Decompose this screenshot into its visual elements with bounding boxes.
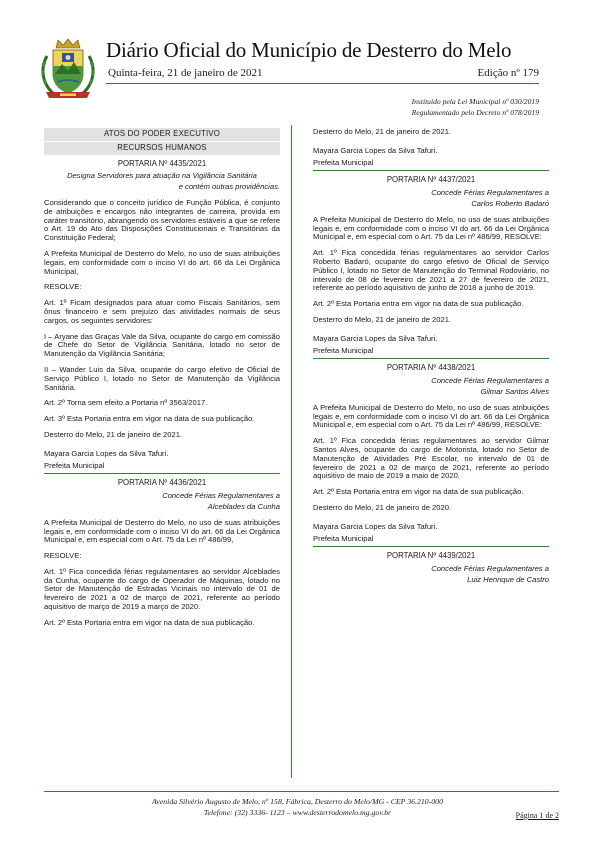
portaria-4438 [313,364,549,547]
portaria-title: PORTARIA Nº 4437/2021 [386,175,476,185]
footer-contact: Telefone: (32) 3336- 1123 – www.desterrodomelo.mg.gov.br [203,808,392,817]
footer-divider [44,791,559,792]
portaria-article: Art. 2º Esta Portaria entra em vigor na data de sua publicação. [313,487,524,497]
portaria-title: PORTARIA Nº 4438/2021 [386,363,476,373]
portaria-place-date: Desterro do Melo, 21 de janeiro de 2021. [44,429,183,439]
section-title-executive: ATOS DO PODER EXECUTIVO [44,128,280,141]
portaria-subtitle-cont: e contém outras providências. [178,182,280,192]
signer-role: Prefeita Municipal [313,533,374,543]
page-number: Página 1 de 2 [515,811,559,820]
portaria-article: Art. 1º Fica concedida férias regulamentares ao servidor Carlos Roberto Badaró, ocupante do cargo efetivo de Oficial de Serviço Público I, lotado no Setor de Manutenção do Terminal Rodoviário, no intervalo de 08 de fevereiro de 2021 a 27 de fevereiro de 2021, referente ao período aquisitivo de junho de 2018 a junho de 2019. [313,248,549,293]
portaria-divider [313,546,549,547]
signer-role: Prefeita Municipal [313,157,374,167]
right-column [313,128,549,592]
portaria-subtitle-name: Gilmar Santos Alves [480,386,549,396]
portaria-paragraph: A Prefeita Municipal de Desterro do Melo, no uso de suas atribuições legais e, em conformidade com o inciso VI do art. 66 da Lei Orgânica Municipal e, em especial com o Art. 75 da Lei nº 486/99, RESOLVE: [313,214,549,242]
signer-role: Prefeita Municipal [44,460,105,470]
section-header [44,128,280,155]
signer-name: Mayara Garcia Lopes da Silva Tafuri. [313,145,438,155]
municipal-coat-of-arms-icon [38,38,98,100]
legal-basis-law: Instituído pela Lei Municipal nº 030/2019 [411,97,539,106]
portaria-divider [313,358,549,359]
portaria-article: Art. 1º Ficam designados para atuar como Fiscais Sanitários, sem ônus financeiro e sem prejuízo das atividades normais de seus cargos, os seguintes servidores: [44,298,280,325]
portaria-subtitle: Concede Férias Regulamentares a [431,564,549,574]
portaria-subtitle: Designa Servidores para atuação na Vigilância Sanitária [67,171,257,181]
signer-name: Mayara Garcia Lopes da Silva Tafuri. [313,521,438,531]
issue-date: Quinta-feira, 21 de janeiro de 2021 [108,67,263,79]
portaria-title: PORTARIA Nº 4439/2021 [386,551,476,561]
portaria-item: I – Aryane das Graças Vale da Silva, ocupante do cargo em comissão de Chefe do Setor de Vigilância Sanitária, lotado no setor de Manutenção da Vigilância Sanitária; [44,331,280,359]
portaria-title: PORTARIA Nº 4435/2021 [117,158,207,168]
portaria-article: Art. 2º Esta Portaria entra em vigor na data de sua publicação. [313,299,524,309]
header-divider [106,83,539,84]
portaria-subtitle: Concede Férias Regulamentares a [162,491,280,501]
signer-name: Mayara Garcia Lopes da Silva Tafuri. [44,448,169,458]
portaria-item: II – Wander Luis da Silva, ocupante do cargo efetivo de Oficial de Serviço Público I, lotado no Setor de Manutenção da Vigilância Sanitária. [44,364,280,392]
portaria-place-date: Desterro do Melo, 21 de janeiro de 2021. [313,127,452,136]
portaria-place-date: Desterro do Melo, 21 de janeiro de 2020. [313,502,452,512]
portaria-article: Art. 1º Fica concedida férias regulamentares ao servidor Gilmar Santos Alves, ocupante do cargo de Motorista, lotado no Setor de Manutenção de Atividades Pré Escolar, no intervalo de 01 de fevereiro de 2021 a 02 de março de 2021, referente ao período aquisitivo de maio de 2019 a maio de 2020. [313,436,549,481]
portaria-paragraph: A Prefeita Municipal de Desterro do Melo, no uso de suas atribuições legais e, em conformidade com o inciso VI do art. 66 da Lei Orgânica Municipal e, em especial com o Art. 75 da Lei nº 486/99, [44,517,280,545]
portaria-4437 [313,176,549,359]
signer-role: Prefeita Municipal [313,345,374,355]
left-column [44,128,280,635]
portaria-title: PORTARIA Nº 4436/2021 [117,478,207,488]
portaria-4436 [44,479,280,627]
portaria-4435 [44,160,280,475]
portaria-paragraph: A Prefeita Municipal de Desterro do Melo, no uso de suas atribuições legais e, em conformidade com o inciso VI do art. 66 da Lei Orgânica Municipal e, em especial com o Art. 75 da Lei nº 486/99, RESOLVE: [313,402,549,430]
edition-number: Edição nº 179 [477,67,539,79]
portaria-subtitle: Concede Férias Regulamentares a [431,376,549,386]
legal-basis-decree: Regulamentado pelo Decreto nº 078/2019 [411,108,539,117]
portaria-subtitle-name: Alceblades da Cunha [207,501,280,511]
portaria-subtitle-name: Luiz Henrique de Castro [467,574,549,584]
portaria-subtitle-name: Carlos Roberto Badaró [471,198,549,208]
footer-address: Avenida Silvério Augusto de Melo, nº 158, Fábrica, Desterro do Melo/MG - CEP 36.210-000 [152,797,443,806]
portaria-article: Art. 2º Torna sem efeito a Portaria nº 3563/2017. [44,398,208,408]
portaria-4439 [313,552,549,584]
page-title: Diário Oficial do Município de Desterro do Melo [106,38,512,62]
signer-name: Mayara Garcia Lopes da Silva Tafuri. [313,333,438,343]
portaria-article: Art. 2º Esta Portaria entra em vigor na data de sua publicação. [44,617,255,627]
section-title-hr: RECURSOS HUMANOS [44,142,280,155]
portaria-place-date: Desterro do Melo, 21 de janeiro de 2021. [313,314,452,324]
portaria-resolve: RESOLVE: [44,551,82,561]
portaria-article: Art. 3º Esta Portaria entra em vigor na data de sua publicação. [44,414,255,424]
column-divider [291,125,292,778]
portaria-paragraph: A Prefeita Municipal de Desterro do Melo, no uso de suas atribuições legais, em conformidade com o inciso VI do art. 66 da Lei Orgânica Municipal, [44,248,280,276]
portaria-article: Art. 1º Fica concedida férias regulamentares ao servidor Alceblades da Cunha, ocupante do cargo de Operador de Máquinas, lotado no Setor de Manutenção de Estradas Vicinais no intervalo de 01 de fevereiro de 2021 a 02 de março de 2021, referente ao período aquisitivo de março de 2019 a março de 2020. [44,566,280,612]
portaria-subtitle: Concede Férias Regulamentares a [431,188,549,198]
portaria-resolve: RESOLVE: [44,282,82,292]
portaria-divider [313,170,549,171]
portaria-paragraph: Considerando que o conceito jurídico de Função Pública, é conjunto de atribuições e encargos não integrantes de carreira, provida em caráter transitório, abrangendo os servidores estáveis a que se refere o Art. 19 do Ato das Disposições Constitucionais e Transitórias da Constituição Federal; [44,197,280,243]
portaria-divider [44,473,280,474]
